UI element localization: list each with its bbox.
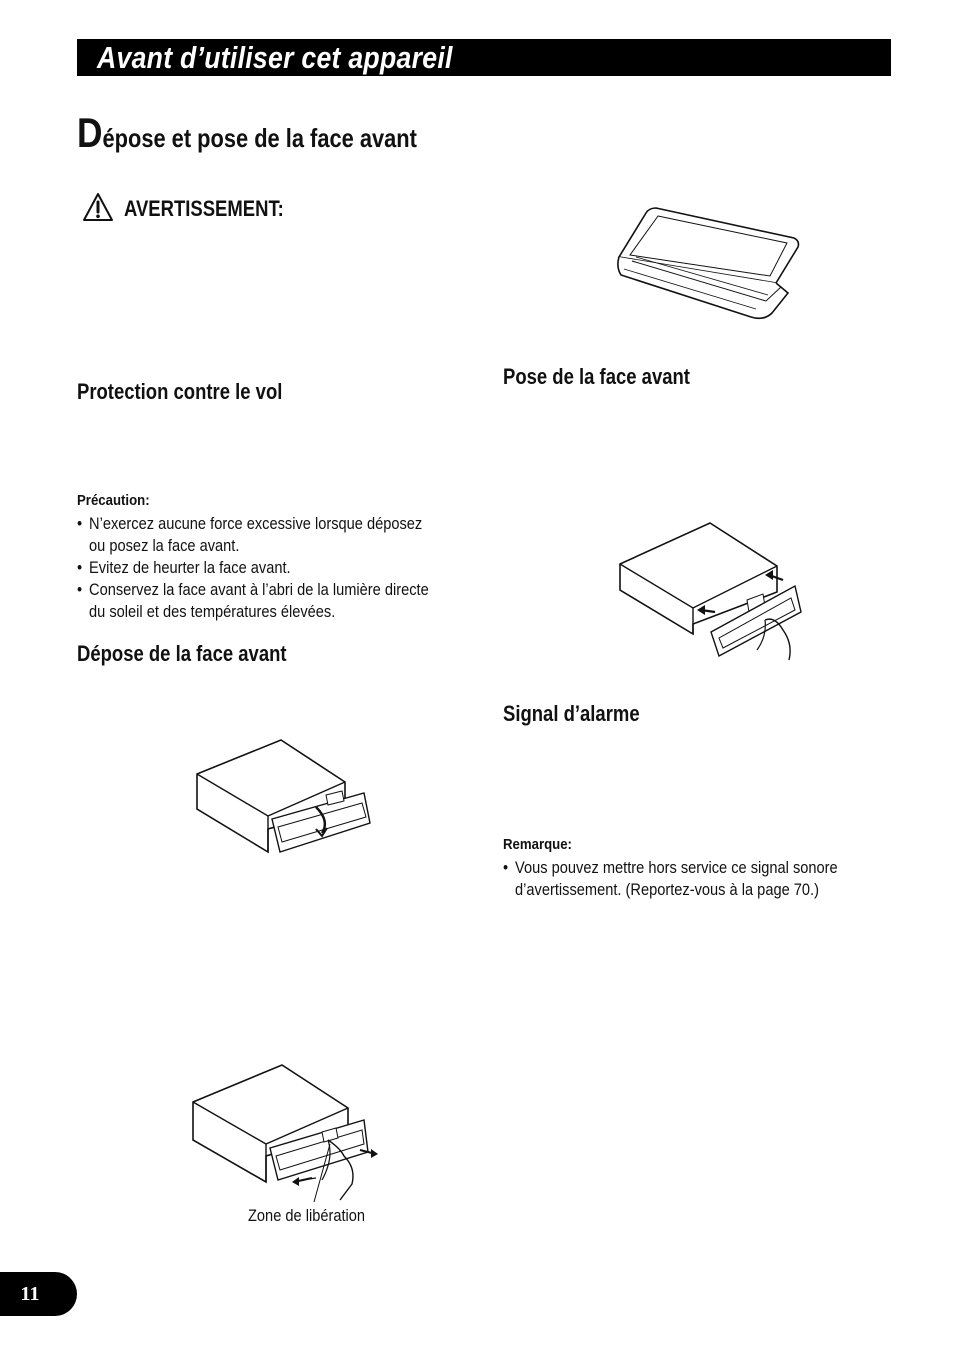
- page-number: 11: [20, 1283, 40, 1305]
- precaution-item: • N’exercez aucune force excessive lorsque déposez ou posez la face avant.: [77, 513, 429, 557]
- remark-list: [503, 857, 838, 901]
- heading-install: Pose de la face avant: [503, 364, 690, 389]
- remark-heading: Remarque:: [503, 836, 572, 853]
- heading-alarm: Signal d’alarme: [503, 701, 640, 726]
- section-title-rest: épose et pose de la face avant: [102, 123, 417, 153]
- remark-item: • Vous pouvez mettre hors service ce signal sonore d’avertissement. (Reportez-vous à la page 70.): [503, 857, 838, 901]
- panel-removal-figure: [194, 737, 374, 859]
- section-title: [77, 109, 417, 156]
- precaution-item: • Conservez la face avant à l’abri de la lumière directe du soleil et des températures élevées.: [77, 579, 429, 623]
- heading-theft: Protection contre le vol: [77, 379, 283, 404]
- precaution-item: • Evitez de heurter la face avant.: [77, 557, 429, 579]
- precaution-heading: Précaution:: [77, 492, 150, 509]
- section-title-initial: D: [77, 109, 103, 156]
- header-banner: [77, 39, 891, 76]
- protective-case-figure: [616, 205, 802, 325]
- warning-label: AVERTISSEMENT:: [124, 196, 284, 221]
- page-number-badge: [0, 1272, 77, 1316]
- heading-remove: Dépose de la face avant: [77, 641, 287, 666]
- release-zone-figure: [190, 1062, 386, 1202]
- panel-installation-figure: [617, 520, 801, 670]
- warning-icon: [82, 192, 114, 222]
- precaution-list: [77, 513, 429, 623]
- release-zone-caption: Zone de libération: [248, 1206, 366, 1225]
- header-title: Avant d’utiliser cet appareil: [97, 40, 453, 75]
